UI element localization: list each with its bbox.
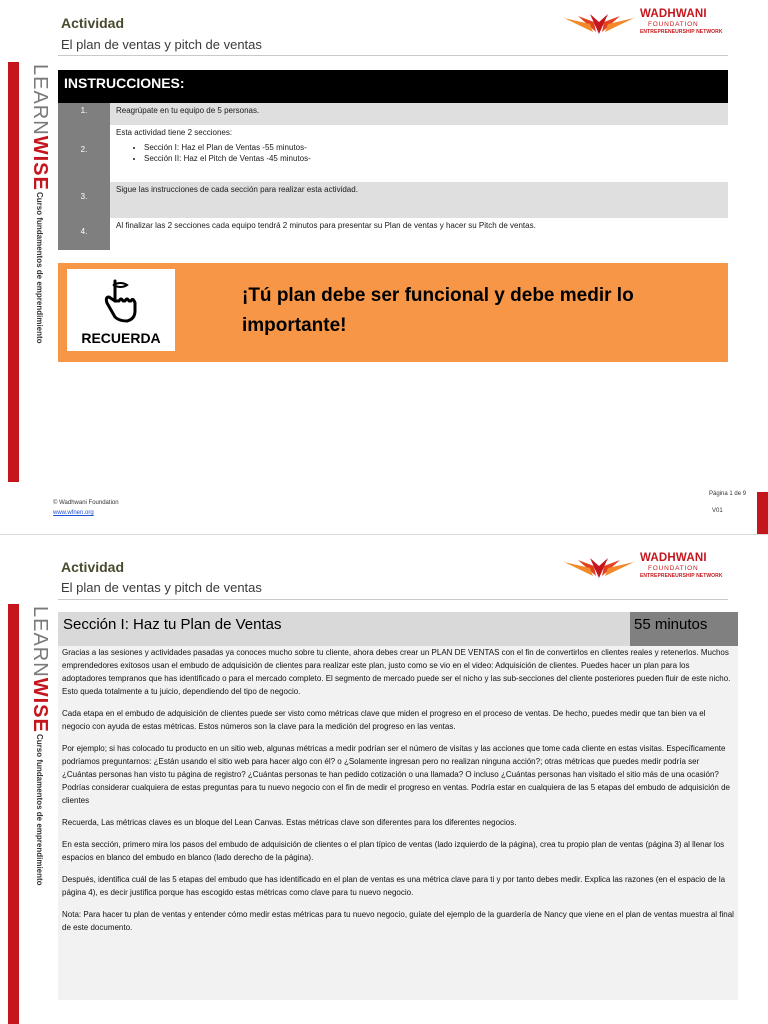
row-text: Reagrúpate en tu equipo de 5 personas.	[110, 103, 728, 125]
paragraph: Recuerda, Las métricas claves es un bloque del Lean Canvas. Estas métricas clave son diferentes para los diferentes negocios.	[62, 818, 517, 827]
header-title: Actividad	[61, 15, 125, 31]
footer-copyright: © Wadhwani Foundation	[53, 500, 119, 506]
row-text-intro: Esta actividad tiene 2 secciones:	[116, 128, 233, 137]
row-number: 4.	[58, 218, 110, 250]
paragraph: Gracias a las sesiones y actividades pasadas ya conoces mucho sobre tu cliente, ahora debes crear un PLAN DE VENTAS con el fin de convertirlos en clientes reales y retenerlos. Muchos emprendedores exitosos usan el embudo de adquisición de clientes para realizar este plan, justo como se vio en el video: Adquisición de clientes. Puedes hacer un plan para los adoptadores tempranos que has identificado o para el mercado completo. El segmento de mercado puede ser el nicho y las sub-secciones del cliente posteriores pueden fluir de este nicho. Esto queda totalmente a tu juicio, dependiendo del tipo de negocio.	[62, 648, 731, 696]
reminder-card	[67, 269, 175, 351]
logo-foundation: FOUNDATION	[648, 21, 699, 28]
header-title: Actividad	[61, 559, 125, 575]
section-body	[58, 646, 738, 1000]
instructions-heading: INSTRUCCIONES:	[58, 70, 728, 103]
sections-list	[116, 143, 722, 163]
section-duration: 55 minutos	[630, 612, 738, 646]
section-title: Sección I: Haz tu Plan de Ventas	[63, 616, 282, 633]
instruction-row	[58, 182, 728, 218]
header-subtitle: El plan de ventas y pitch de ventas	[61, 580, 262, 595]
instruction-row	[58, 218, 728, 250]
list-item: • Sección I: Haz el Plan de Ventas -55 minutos-	[144, 143, 722, 152]
paragraph: Después, identifica cuál de las 5 etapas del embudo que has identificado en el plan de ventas es una métrica clave para ti y por tanto debes medir. Explica las razones (en el espacio de la página 4), es decir justifica porque has escogido estas métricas como clave para tu nuevo negocio.	[62, 875, 726, 897]
row-text: Sigue las instrucciones de cada sección para realizar esta actividad.	[110, 182, 728, 218]
section-header	[58, 612, 738, 646]
logo-foundation: FOUNDATION	[648, 565, 699, 572]
row-number: 2.	[58, 125, 110, 182]
list-item: • Sección II: Haz el Pitch de Ventas -45 minutos-	[144, 154, 722, 163]
reminder-message: ¡Tú plan debe ser funcional y debe medir lo importante!	[242, 285, 634, 336]
header-divider	[58, 599, 728, 600]
reminder-label: RECUERDA	[81, 330, 161, 346]
instruction-row	[58, 103, 728, 125]
finger-ribbon-icon	[101, 279, 141, 323]
sidebar-brand	[8, 62, 51, 482]
paragraph: En esta sección, primero mira los pasos del embudo de adquisición de clientes o el plan típico de ventas (lado izquierdo de la página), crea tu propio plan de ventas (página 3) al llenar los espacios en blanco del embudo en blanco (lado derecho de la página).	[62, 840, 725, 862]
row-number: 1.	[58, 103, 110, 125]
wadhwani-logo	[560, 8, 730, 40]
page-number: Página 1 de 9	[709, 491, 747, 497]
reminder-callout	[58, 263, 728, 362]
page-edge-bar	[757, 492, 768, 534]
logo-wordmark: WADHWANI	[640, 8, 707, 20]
row-text: Al finalizar las 2 secciones cada equipo tendrá 2 minutos para presentar su Plan de ventas y hacer su Pitch de ventas.	[110, 218, 728, 250]
row-number: 3.	[58, 182, 110, 218]
version-label: V01	[712, 508, 723, 514]
paragraph: Nota: Para hacer tu plan de ventas y entender cómo medir estas métricas para tu nuevo negocio, guíate del ejemplo de la guardería de Nancy que viene en el plan de ventas muestra al final de este documento.	[62, 910, 734, 932]
row-text	[110, 125, 728, 182]
sidebar-red-bar	[8, 604, 19, 1024]
instruction-row	[58, 125, 728, 182]
paragraph: Cada etapa en el embudo de adquisición de clientes puede ser visto como métricas clave que miden el progreso en el proceso de ventas. De hecho, puedes medir que tan bien va el negocio con ayuda de estas métricas. Estos números son la clave para la medición del progreso en las ventas.	[62, 709, 706, 731]
learnwise-logo: LEARNWISE	[29, 64, 51, 191]
header-subtitle: El plan de ventas y pitch de ventas	[61, 37, 262, 52]
course-label: Curso fundamentos de emprendimiento	[35, 734, 44, 886]
lotus-icon	[560, 552, 638, 580]
sidebar-brand	[8, 604, 51, 1024]
logo-wordmark: WADHWANI	[640, 552, 707, 564]
page-separator	[0, 534, 768, 549]
lotus-icon	[560, 8, 638, 36]
footer-link[interactable]: www.wfnen.org	[53, 510, 94, 516]
logo-network: ENTREPRENEURSHIP NETWORK	[640, 573, 723, 579]
sidebar-red-bar	[8, 62, 19, 482]
paragraph: Por ejemplo; si has colocado tu producto en un sitio web, algunas métricas a medir podrían ser el número de visitas y las acciones que tome cada cliente en estas visitas. Específicamente podríamos preguntarnos: ¿Están usando el sitio web para hacer algo con él? o ¿Solamente ingresan pero no realizan ninguna acción?; otras métricas que puedes medir podría ser ¿Cuántas personas han visto tu página de registro? ¿Cuántas personas te han pedido cotización o una llamada? O incluso ¿Cuántas personas han visitado el sitio más de una ocasión? Podrías considerar cualquiera de estas preguntas para tu nuevo negocio con el fin de medir el progreso en ventas. Podría estar en cualquiera de las 5 etapas del embudo de adquisición de clientes	[62, 744, 730, 805]
course-label: Curso fundamentos de emprendimiento	[35, 192, 44, 344]
page-2	[0, 548, 768, 1024]
header-divider	[58, 55, 728, 56]
learnwise-logo: LEARNWISE	[29, 606, 51, 733]
wadhwani-logo	[560, 552, 730, 584]
logo-network: ENTREPRENEURSHIP NETWORK	[640, 29, 723, 35]
